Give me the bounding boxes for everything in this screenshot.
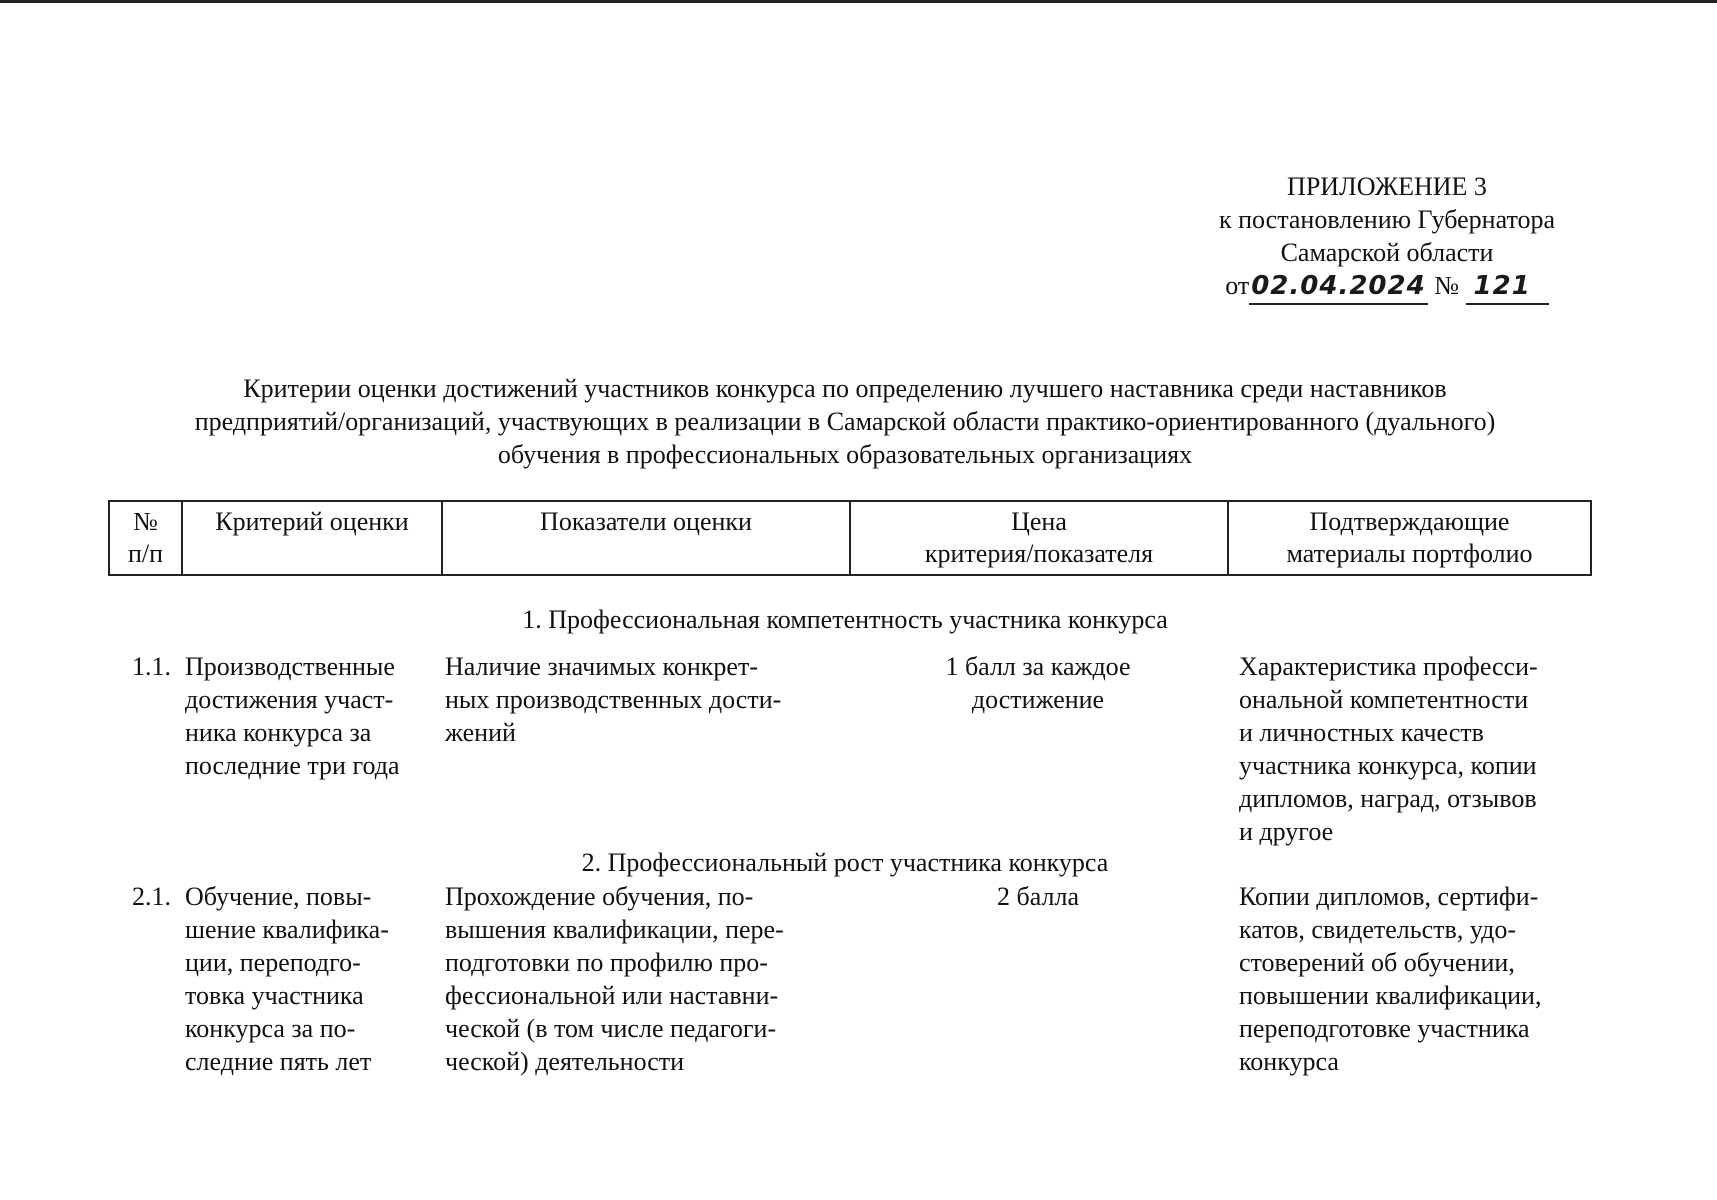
annex-line-3: Самарской области (1280, 238, 1494, 267)
row-materials (1227, 880, 1592, 1078)
annex-date-line (1187, 269, 1587, 305)
indicator-line: Наличие значимых конкрет- (445, 652, 758, 681)
indicator-line: жений (445, 718, 516, 747)
row-criterion (181, 880, 441, 1078)
header-text: № (133, 507, 158, 536)
indicator-line: подготовки по профилю про- (445, 948, 768, 977)
price-line: 2 балла (997, 882, 1079, 911)
header-text: п/п (127, 539, 164, 568)
price-line: достижение (971, 685, 1105, 714)
materials-line: повышении квалификации, (1239, 981, 1542, 1010)
document-title (100, 372, 1590, 471)
row-indicator (441, 880, 849, 1078)
header-text: Подтверждающие (1309, 507, 1510, 536)
annex-block (1187, 170, 1587, 305)
materials-line: катов, свидетельств, удо- (1239, 915, 1517, 944)
section-heading: 1. Профессиональная компетентность участника конкурса (522, 605, 1168, 634)
materials-line: и другое (1239, 817, 1334, 846)
table-row (108, 650, 1592, 848)
materials-line: переподготовке участника (1239, 1014, 1530, 1043)
materials-line: участника конкурса, копии (1239, 751, 1537, 780)
header-materials (1229, 502, 1590, 574)
materials-line: и личностных качеств (1239, 718, 1484, 747)
indicator-line: Прохождение обучения, по- (445, 882, 754, 911)
annex-title: ПРИЛОЖЕНИЕ 3 (1287, 172, 1487, 201)
header-text: Критерий оценки (215, 507, 409, 536)
header-text: материалы портфолио (1286, 539, 1533, 568)
criterion-line: товка участника (185, 981, 364, 1010)
criterion-line: следние пять лет (185, 1047, 372, 1076)
criterion-line: достижения участ- (185, 685, 394, 714)
table-header (108, 500, 1592, 576)
title-line: предприятий/организаций, участвующих в реализации в Самарской области практико-ориентированного (дуального) (194, 407, 1496, 436)
section-heading: 2. Профессиональный рост участника конкурса (581, 848, 1109, 877)
header-text: Цена (1011, 507, 1067, 536)
annex-line-2: к постановлению Губернатора (1218, 205, 1556, 234)
date-prefix: от (1225, 271, 1250, 300)
criterion-line: последние три года (185, 751, 400, 780)
indicator-line: ческой) деятельности (445, 1047, 685, 1076)
header-number (110, 502, 183, 574)
criterion-line: ции, переподго- (185, 948, 361, 977)
materials-line: Копии дипломов, сертифи- (1239, 882, 1539, 911)
table-row (108, 880, 1592, 1078)
indicator-line: фессиональной или наставни- (445, 981, 779, 1010)
criterion-line: Производственные (185, 652, 395, 681)
row-criterion (181, 650, 441, 848)
materials-line: ональной компетентности (1239, 685, 1529, 714)
materials-line: дипломов, наград, отзывов (1239, 784, 1537, 813)
materials-line: конкурса (1239, 1047, 1339, 1076)
row-price (849, 650, 1227, 848)
criterion-line: конкурса за по- (185, 1014, 356, 1043)
title-line: Критерии оценки достижений участников конкурса по определению лучшего наставника среди наставников (243, 374, 1447, 403)
header-criterion (183, 502, 443, 574)
header-text: Показатели оценки (540, 507, 752, 536)
header-price (851, 502, 1229, 574)
criterion-line: шение квалифика- (185, 915, 389, 944)
indicator-line: ческой (в том числе педагоги- (445, 1014, 777, 1043)
indicator-line: вышения квалификации, пере- (445, 915, 784, 944)
header-text: критерия/показателя (924, 539, 1154, 568)
criterion-line: Обучение, повы- (185, 882, 372, 911)
row-indicator (441, 650, 849, 848)
title-line: обучения в профессиональных образовательных организациях (497, 440, 1193, 469)
header-indicators (443, 502, 851, 574)
number-prefix: № (1434, 271, 1460, 300)
indicator-line: ных производственных дости- (445, 685, 782, 714)
row-number: 1.1. (132, 652, 171, 681)
materials-line: Характеристика професси- (1239, 652, 1538, 681)
criterion-line: ника конкурса за (185, 718, 372, 747)
materials-line: стоверений об обучении, (1239, 948, 1515, 977)
price-line: 1 балл за каждое (945, 652, 1131, 681)
row-price (849, 880, 1227, 1078)
handwritten-number: 121 (1466, 270, 1549, 305)
handwritten-date: 02.04.2024 (1249, 270, 1427, 305)
scan-top-edge (0, 0, 1717, 3)
row-materials (1227, 650, 1592, 848)
row-number: 2.1. (132, 882, 171, 911)
